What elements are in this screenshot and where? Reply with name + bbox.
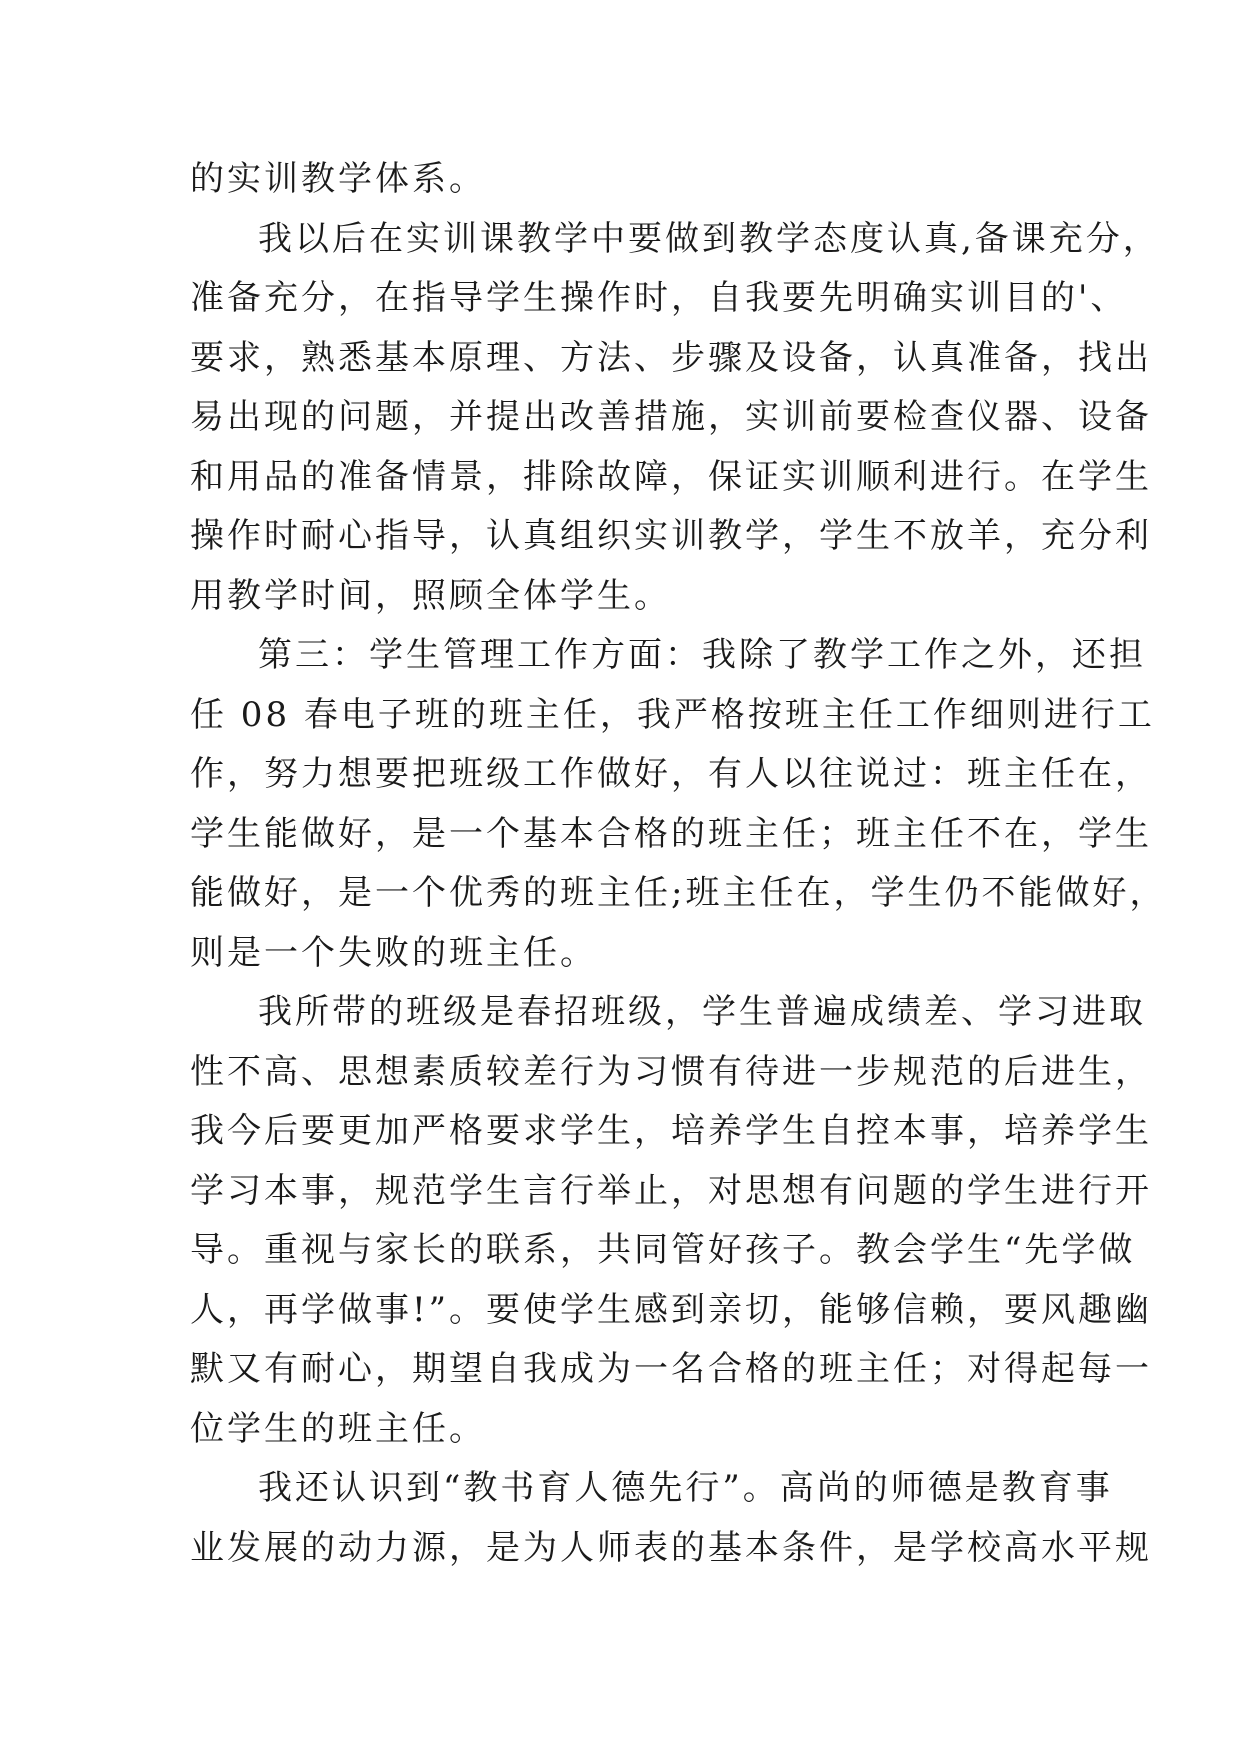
text-line: 我今后要更加严格要求学生，培养学生自控本事，培养学生 <box>190 1111 1152 1151</box>
text-line: 业发展的动力源，是为人师表的基本条件，是学校高水平规 <box>190 1527 1152 1568</box>
text-line: 默又有耐心，期望自我成为一名合格的班主任；对得起每一 <box>190 1349 1152 1389</box>
text-line: 第三：学生管理工作方面：我除了教学工作之外，还担 <box>258 635 1146 675</box>
text-line: 则是一个失败的班主任。 <box>190 932 597 973</box>
text-line: 易出现的问题，并提出改善措施，实训前要检查仪器、设备 <box>190 397 1152 437</box>
text-line: 学习本事，规范学生言行举止，对思想有问题的学生进行开 <box>190 1170 1152 1211</box>
text-line: 用教学时间，照顾全体学生。 <box>190 575 671 616</box>
text-line: 能做好，是一个优秀的班主任;班主任在，学生仍不能做好， <box>190 873 1167 913</box>
text-line: 操作时耐心指导，认真组织实训教学，学生不放羊，充分利 <box>190 516 1152 556</box>
text-line: 导。重视与家长的联系，共同管好孩子。教会学生“先学做 <box>190 1230 1136 1270</box>
text-line: 的实训教学体系。 <box>190 159 486 199</box>
text-line: 我以后在实训课教学中要做到教学态度认真,备课充分， <box>258 218 1160 259</box>
text-line: 学生能做好，是一个基本合格的班主任；班主任不在，学生 <box>190 813 1152 854</box>
text-line: 作，努力想要把班级工作做好，有人以往说过：班主任在， <box>190 754 1152 794</box>
text-line: 准备充分，在指导学生操作时，自我要先明确实训目的'、 <box>190 278 1128 318</box>
text-line: 位学生的班主任。 <box>190 1408 486 1449</box>
body-text <box>190 150 1167 1578</box>
text-line: 和用品的准备情景，排除故障，保证实训顺利进行。在学生 <box>190 456 1152 497</box>
text-line: 任 08 春电子班的班主任，我严格按班主任工作细则进行工 <box>190 694 1155 735</box>
text-line: 人，再学做事!”。要使学生感到亲切，能够信赖，要风趣幽 <box>190 1289 1153 1330</box>
text-line: 要求，熟悉基本原理、方法、步骤及设备，认真准备，找出 <box>190 337 1152 378</box>
text-line: 我所带的班级是春招班级，学生普遍成绩差、学习进取 <box>258 992 1146 1032</box>
text-line: 我还认识到“教书育人德先行”。高尚的师德是教育事 <box>258 1468 1113 1508</box>
text-line: 性不高、思想素质较差行为习惯有待进一步规范的后进生， <box>190 1051 1152 1092</box>
